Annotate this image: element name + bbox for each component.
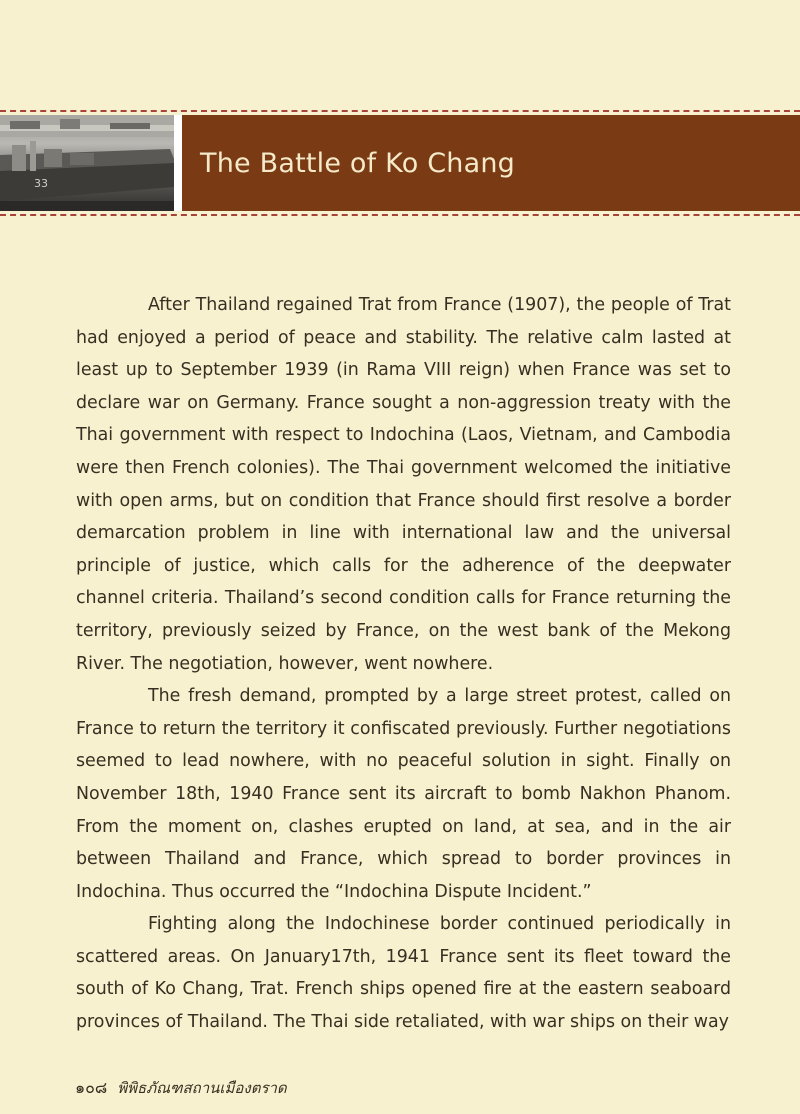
title-bar xyxy=(182,115,800,211)
paragraph-1: After Thailand regained Trat from France (1907), the people of Trat had enjoyed a period of peace and stability. The relative calm lasted at least up to September 1939 (in Rama VIII reign) when France was set to declare war on Germany. France sought a non-aggression treaty with the Thai government with respect to Indochina (Laos, Vietnam, and Cambodia were then French colonies). The Thai government welcomed the initiative with open arms, but on condition that France should first resolve a border demarcation problem in line with international law and the universal principle of justice, which calls for the adherence of the deepwater channel criteria. Thailand’s second condition calls for France returning the territory, previously seized by France, on the west bank of the Mekong River. The negotiation, however, went nowhere. xyxy=(76,295,731,674)
chapter-title: The Battle of Ko Chang xyxy=(200,147,515,179)
paragraph-2: The fresh demand, prompted by a large street protest, called on France to return the territory it confiscated previously. Further negotiations seemed to lead nowhere, with no peaceful solution in sight. Finally on November 18th, 1940 France sent its aircraft to bomb Nakhon Phanom. From the moment on, clashes erupted on land, at sea, and in the air between Thailand and France, which spread to border provinces in Indochina. Thus occurred the “Indochina Dispute Incident.” xyxy=(76,686,731,902)
book-title: พิพิธภัณฑสถานเมืองตราด xyxy=(117,1079,287,1097)
page-footer xyxy=(75,1076,287,1101)
header-separator xyxy=(174,115,182,211)
top-dashed-divider xyxy=(0,110,800,112)
warship-photo xyxy=(0,115,174,211)
chapter-header xyxy=(0,115,800,211)
svg-text:33: 33 xyxy=(34,177,48,190)
page-number: ๑๐๘ xyxy=(75,1078,108,1097)
paragraph-3: Fighting along the Indochinese border continued periodically in scattered areas. On January17th, 1941 France sent its fleet toward the south of Ko Chang, Trat. French ships opened fire at the eastern seaboard provinces of Thailand. The Thai side retaliated, with war ships on their way xyxy=(76,914,731,1033)
bottom-dashed-divider xyxy=(0,214,800,216)
article-body xyxy=(76,289,731,1039)
